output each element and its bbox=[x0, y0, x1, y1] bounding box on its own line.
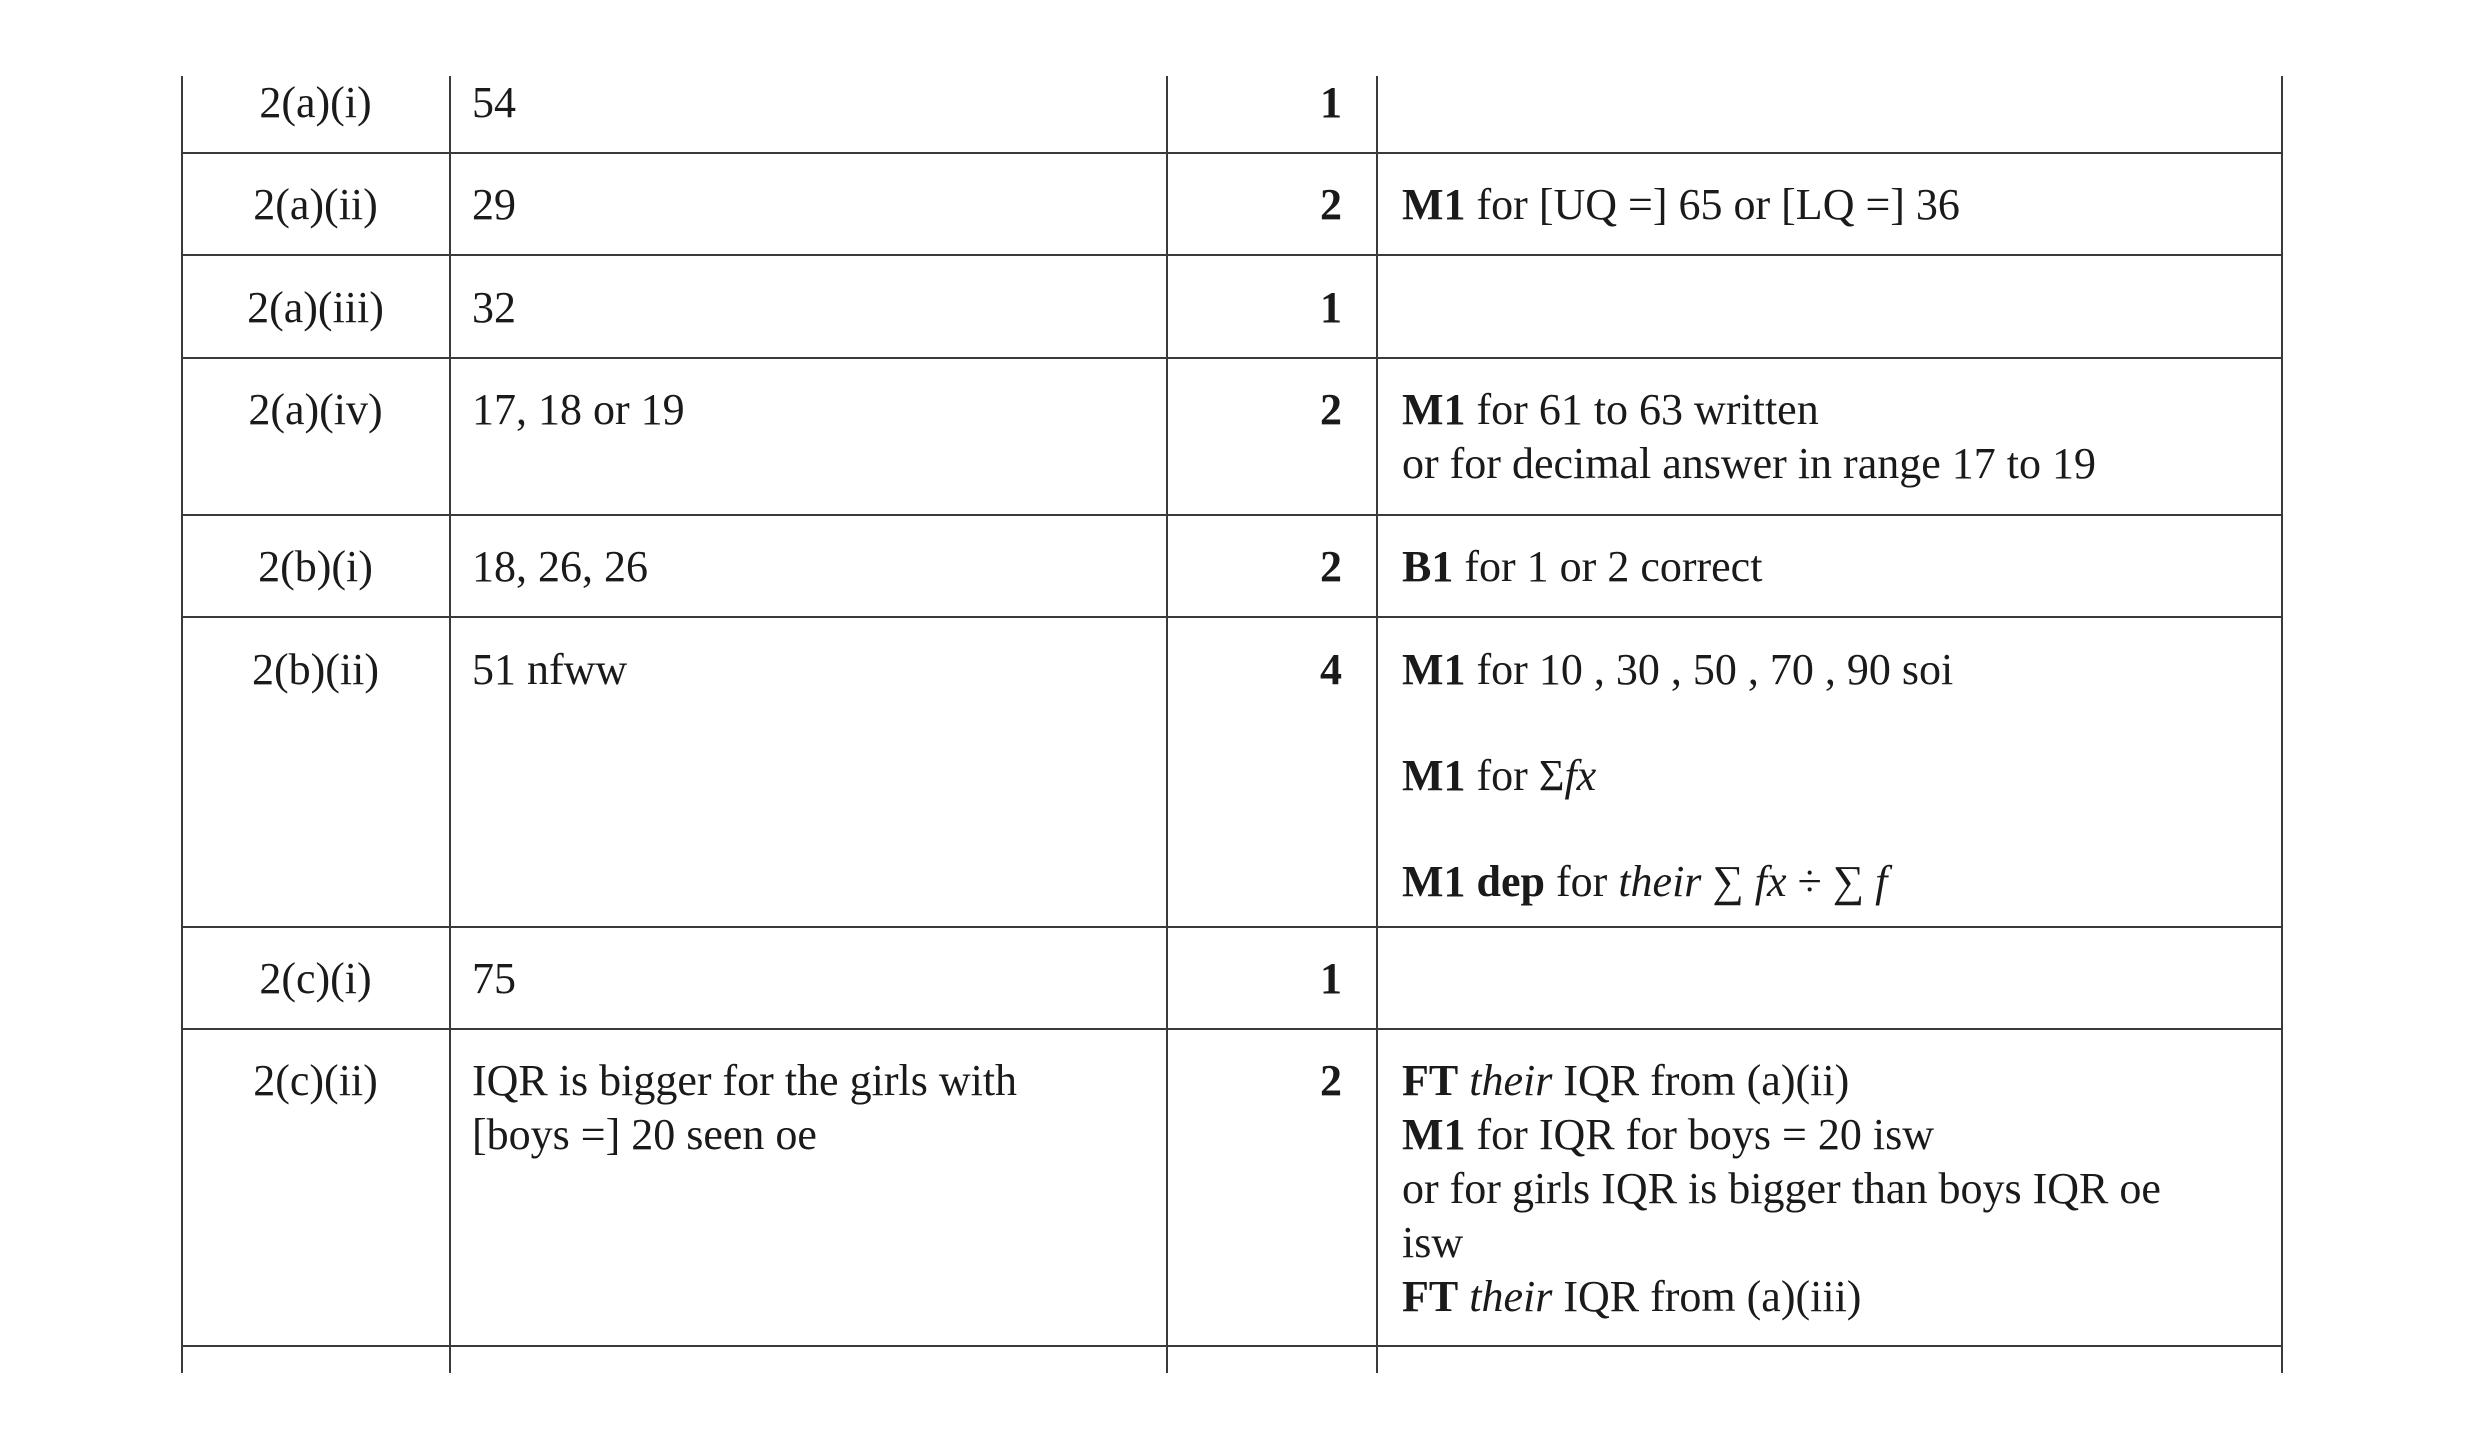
mark-code: FT bbox=[1402, 1272, 1459, 1321]
answer-cell bbox=[472, 383, 1162, 437]
answer-line: 17, 18 or 19 bbox=[472, 385, 685, 434]
mark-code: M1 bbox=[1402, 1110, 1466, 1159]
mark-code: M1 bbox=[1402, 385, 1466, 434]
answer-cell bbox=[472, 952, 1162, 1006]
guidance-text: or for decimal answer in range 17 to 19 bbox=[1402, 439, 2096, 488]
guidance-text: IQR from (a)(iii) bbox=[1552, 1272, 1862, 1321]
guidance-text: ∑ bbox=[1701, 857, 1755, 906]
italic-term: fx bbox=[1754, 857, 1787, 906]
row-divider bbox=[182, 1345, 2283, 1347]
question-number: 2(b)(i) bbox=[258, 542, 373, 591]
guidance-line bbox=[1402, 1108, 2262, 1162]
row-divider bbox=[182, 616, 2283, 618]
question-number: 2(b)(ii) bbox=[251, 645, 380, 694]
row-divider bbox=[182, 926, 2283, 928]
guidance-cell bbox=[1402, 540, 2262, 594]
guidance-text: IQR from (a)(ii) bbox=[1552, 1056, 1850, 1105]
answer-cell bbox=[472, 643, 1162, 697]
answer-cell bbox=[472, 1054, 1162, 1162]
guidance-cell bbox=[1402, 383, 2262, 491]
marks-cell: 1 bbox=[1320, 283, 1342, 332]
guidance-text: ÷ ∑ bbox=[1786, 857, 1876, 906]
row-divider bbox=[182, 152, 2283, 154]
mark-code: M1 bbox=[1402, 751, 1466, 800]
guidance-line bbox=[1402, 1270, 2262, 1324]
answer-cell bbox=[472, 76, 1162, 130]
guidance-line bbox=[1402, 643, 2262, 697]
guidance-text: for [UQ =] 65 or [LQ =] 36 bbox=[1465, 180, 1960, 229]
question-number: 2(c)(ii) bbox=[253, 1056, 378, 1105]
guidance-text: isw bbox=[1402, 1218, 1464, 1267]
marks-cell: 4 bbox=[1320, 645, 1342, 694]
guidance-cell bbox=[1402, 643, 2262, 909]
question-number: 2(a)(iv) bbox=[248, 385, 383, 434]
italic-term: their bbox=[1469, 1272, 1553, 1321]
guidance-text: for bbox=[1545, 857, 1619, 906]
italic-term: f bbox=[1875, 857, 1888, 906]
row-divider bbox=[182, 254, 2283, 256]
answer-line: 51 nfww bbox=[472, 645, 628, 694]
italic-term: fx bbox=[1564, 751, 1597, 800]
marks-cell: 2 bbox=[1320, 180, 1342, 229]
mark-code: B1 bbox=[1402, 542, 1454, 591]
marks-cell: 2 bbox=[1320, 1056, 1342, 1105]
guidance-line bbox=[1402, 437, 2262, 491]
mark-code: FT bbox=[1402, 1056, 1459, 1105]
table-right-border bbox=[2281, 76, 2283, 1373]
guidance-cell bbox=[1402, 178, 2262, 232]
marks-cell: 2 bbox=[1320, 542, 1342, 591]
marks-cell: 1 bbox=[1320, 954, 1342, 1003]
mark-code: M1 dep bbox=[1402, 857, 1545, 906]
marks-cell: 2 bbox=[1320, 385, 1342, 434]
italic-term: their bbox=[1469, 1056, 1553, 1105]
guidance-line bbox=[1402, 540, 2262, 594]
guidance-line bbox=[1402, 749, 2262, 803]
answer-line: IQR is bigger for the girls with bbox=[472, 1056, 1018, 1105]
guidance-line bbox=[1402, 383, 2262, 437]
guidance-line bbox=[1402, 1216, 2262, 1270]
guidance-text: or for girls IQR is bigger than boys IQR oe bbox=[1402, 1164, 2161, 1213]
guidance-line bbox=[1402, 178, 2262, 232]
table-left-border bbox=[181, 76, 183, 1373]
answer-line: 29 bbox=[472, 180, 516, 229]
answer-line: [boys =] 20 seen oe bbox=[472, 1110, 817, 1159]
guidance-text: for IQR for boys = 20 isw bbox=[1465, 1110, 1934, 1159]
row-divider bbox=[182, 357, 2283, 359]
guidance-text: for Σ bbox=[1465, 751, 1565, 800]
mark-code: M1 bbox=[1402, 645, 1466, 694]
guidance-cell bbox=[1402, 1054, 2262, 1324]
answer-cell bbox=[472, 540, 1162, 594]
column-divider-question bbox=[449, 76, 451, 1373]
guidance-line bbox=[1402, 1054, 2262, 1108]
question-number: 2(c)(i) bbox=[259, 954, 372, 1003]
marks-cell: 1 bbox=[1320, 78, 1342, 127]
column-divider-marks bbox=[1376, 76, 1378, 1373]
guidance-line bbox=[1402, 855, 2262, 909]
guidance-text bbox=[1458, 1056, 1469, 1105]
row-divider bbox=[182, 1028, 2283, 1030]
guidance-line bbox=[1402, 1162, 2262, 1216]
question-number: 2(a)(iii) bbox=[247, 283, 384, 332]
guidance-text: for 61 to 63 written bbox=[1465, 385, 1819, 434]
guidance-text: for 1 or 2 correct bbox=[1453, 542, 1763, 591]
answer-line: 54 bbox=[472, 78, 516, 127]
guidance-text bbox=[1458, 1272, 1469, 1321]
answer-line: 18, 26, 26 bbox=[472, 542, 648, 591]
answer-cell bbox=[472, 281, 1162, 335]
guidance-text: for 10 , 30 , 50 , 70 , 90 soi bbox=[1465, 645, 1954, 694]
answer-line: 32 bbox=[472, 283, 516, 332]
question-number: 2(a)(i) bbox=[259, 78, 372, 127]
column-divider-answer bbox=[1166, 76, 1168, 1373]
answer-line: 75 bbox=[472, 954, 516, 1003]
answer-cell bbox=[472, 178, 1162, 232]
question-number: 2(a)(ii) bbox=[253, 180, 378, 229]
mark-code: M1 bbox=[1402, 180, 1466, 229]
row-divider bbox=[182, 514, 2283, 516]
italic-term: their bbox=[1618, 857, 1702, 906]
